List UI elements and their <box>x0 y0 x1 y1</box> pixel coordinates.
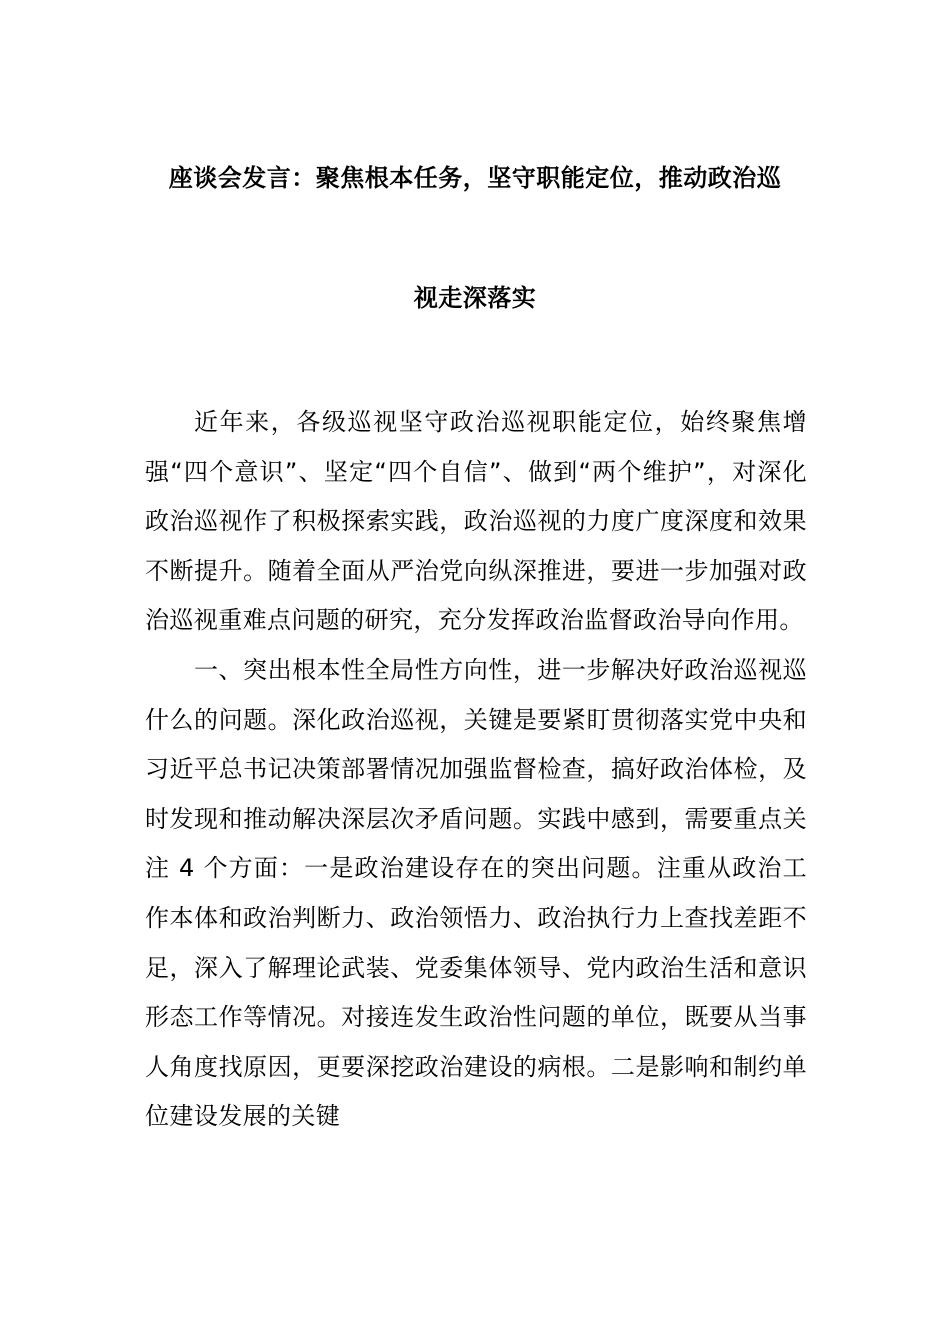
document-title-line-2: 视走深落实 <box>413 284 537 312</box>
paragraph-intro: 近年来，各级巡视坚守政治巡视职能定位，始终聚焦增强“四个意识”、坚定“四个自信”、做到“两个维护”，对深化政治巡视作了积极探索实践，政治巡视的力度广度深度和效果不断提升。随着全面从严治党向纵深推进，要进一步加强对政治巡视重难点问题的研究，充分发挥政治监督政治导向作用。 <box>145 408 807 635</box>
document-body <box>145 398 807 1142</box>
paragraph-section-one: 一、突出根本性全局性方向性，进一步解决好政治巡视巡什么的问题。深化政治巡视，关键是要紧盯贯彻落实党中央和习近平总书记决策部署情况加强监督检查，搞好政治体检，及时发现和推动解决深层次矛盾问题。实践中感到，需要重点关注 4 个方面：一是政治建设存在的突出问题。注重从政治工作本体和政治判断力、政治领悟力、政治执行力上查找差距不足，深入了解理论武装、党委集体领导、党内政治生活和意识形态工作等情况。对接连发生政治性问题的单位，既要从当事人角度找原因，更要深挖政治建设的病根。二是影响和制约单位建设发展的关键 <box>145 655 807 1131</box>
document-title-line-1: 座谈会发言：聚焦根本任务，坚守职能定位，推动政治巡 <box>168 164 782 192</box>
